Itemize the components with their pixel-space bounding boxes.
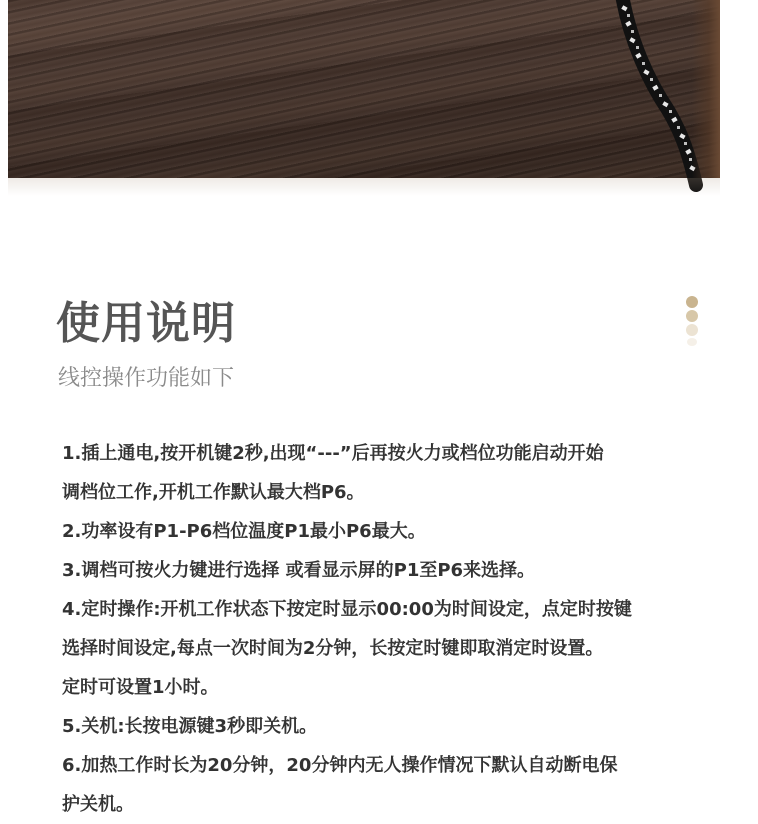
braided-cable-icon (8, 0, 720, 178)
instruction-line: 选择时间设定,每点一次时间为2分钟，长按定时键即取消定时设置。 (62, 638, 604, 659)
dot-4 (687, 338, 697, 346)
dot-2 (686, 310, 698, 322)
instruction-line: 5.关机:长按电源键3秒即关机。 (62, 716, 318, 737)
table-edge (692, 0, 720, 178)
instruction-line: 4.定时操作:开机工作状态下按定时显示00:00为时间设定，点定时按键 (62, 599, 632, 620)
gold-dots-icon (686, 296, 700, 344)
photo-shadow (8, 178, 720, 196)
section-title: 使用说明 (56, 298, 236, 349)
dot-3 (686, 324, 698, 336)
section-subtitle: 线控操作功能如下 (58, 366, 235, 391)
instruction-line: 3.调档可按火力键进行选择 或看显示屏的P1至P6来选择。 (62, 560, 536, 581)
instructions-list (62, 434, 722, 824)
product-photo (8, 0, 720, 178)
instruction-line: 护关机。 (62, 794, 134, 815)
instruction-line: 2.功率设有P1-P6档位温度P1最小P6最大。 (62, 521, 426, 542)
dot-1 (686, 296, 698, 308)
instruction-line: 定时可设置1小时。 (62, 677, 219, 698)
instruction-line: 6.加热工作时长为20分钟，20分钟内无人操作情况下默认自动断电保 (62, 755, 618, 776)
instruction-line: 1.插上通电,按开机键2秒,出现“---”后再按火力或档位功能启动开始 (62, 443, 604, 464)
instruction-line: 调档位工作,开机工作默认最大档P6。 (62, 482, 365, 503)
